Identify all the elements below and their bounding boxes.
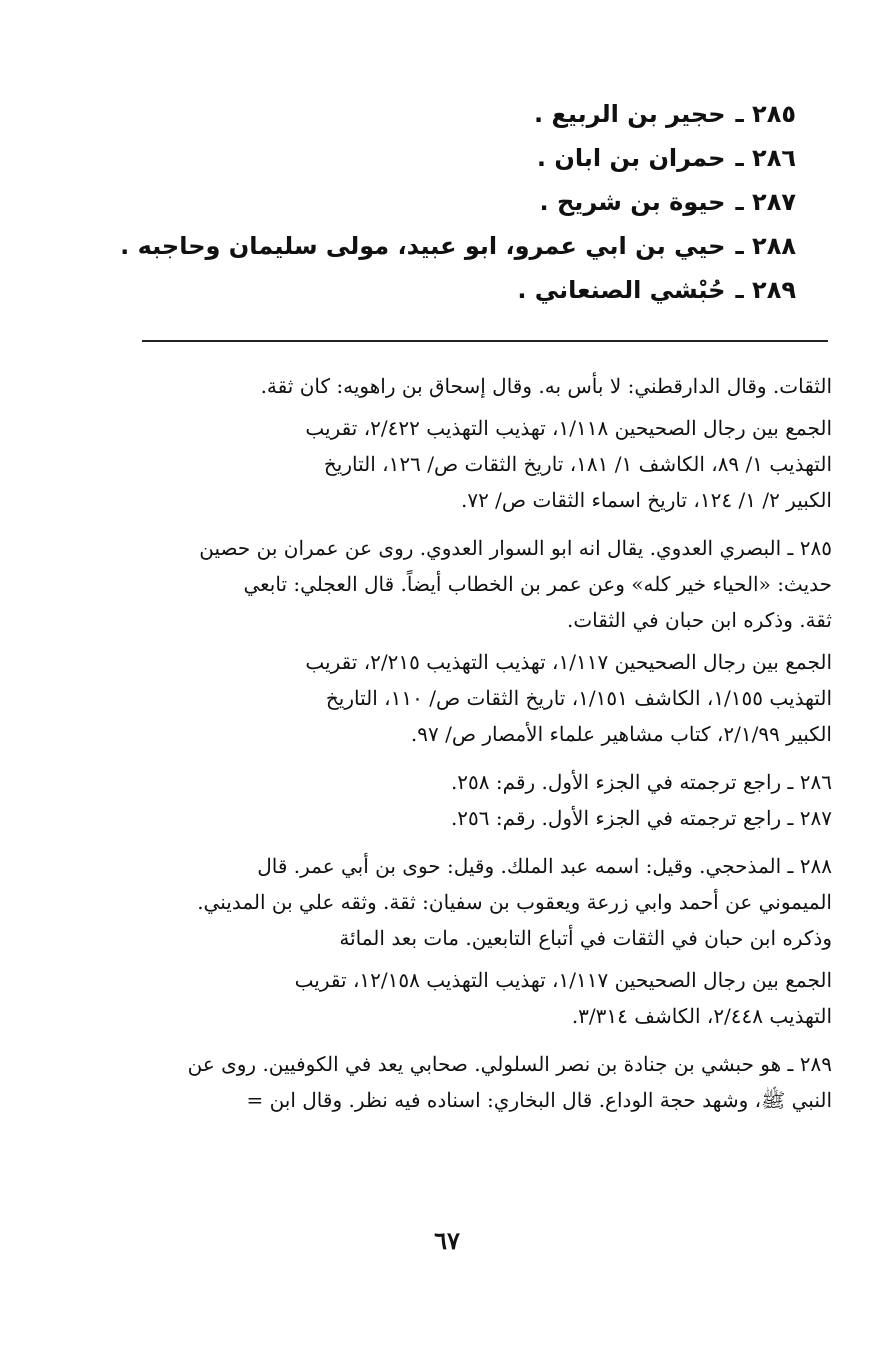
entry-number: ٢٨٨ ـ <box>735 232 796 260</box>
page-number: ٦٧ <box>434 1226 460 1255</box>
footnote-line: التهذيب ٢/٤٤٨، الكاشف ٣/٣١٤. <box>571 1004 832 1028</box>
footnote-288 <box>132 848 832 956</box>
entry-text: حيي بن ابي عمرو، ابو عبيد، مولى سليمان وحاجبه . <box>120 232 726 260</box>
main-entries-list <box>96 92 796 312</box>
footnote-continuation <box>132 368 832 404</box>
footnote-line: الثقات. وقال الدارقطني: لا بأس به. وقال إسحاق بن راهويه: كان ثقة. <box>260 374 832 398</box>
footnote-references <box>132 410 832 518</box>
footnote-line: الجمع بين رجال الصحيحين ١/١١٧، تهذيب التهذيب ٢/٢١٥، تقريب <box>305 650 832 674</box>
footnote-287: ٢٨٧ ـ راجع ترجمته في الجزء الأول. رقم: ٢٥٦. <box>450 806 832 830</box>
entry-number: ٢٨٧ ـ <box>735 188 796 216</box>
entry-number: ٢٨٥ ـ <box>735 100 796 128</box>
entry-number: ٢٨٩ ـ <box>735 276 796 304</box>
footnote-line: الجمع بين رجال الصحيحين ١/١١٨، تهذيب التهذيب ٢/٤٢٢، تقريب <box>305 416 832 440</box>
entry-text: حجير بن الربيع . <box>534 100 726 128</box>
footnote-288-references <box>132 962 832 1034</box>
list-item <box>96 268 796 312</box>
list-item <box>96 180 796 224</box>
footnote-line: ٢٨٩ ـ هو حبشي بن جنادة بن نصر السلولي. صحابي يعد في الكوفيين. روى عن <box>187 1052 832 1076</box>
footnote-line: ٢٨٨ ـ المذحجي. وقيل: اسمه عبد الملك. وقيل: حوى بن أبي عمر. قال <box>257 854 832 878</box>
entry-text: حيوة بن شريح . <box>539 188 726 216</box>
list-item <box>96 224 796 268</box>
footnote-line: ٢٨٥ ـ البصري العدوي. يقال انه ابو السوار العدوي. روى عن عمران بن حصين <box>199 536 832 560</box>
footnote-line: الكبير ٢/ ١/ ١٢٤، تاريخ اسماء الثقات ص/ ٧٢. <box>460 488 832 512</box>
list-item <box>96 92 796 136</box>
footnote-289 <box>132 1046 832 1118</box>
footnote-line: التهذيب ١/ ٨٩، الكاشف ١/ ١٨١، تاريخ الثقات ص/ ١٢٦، التاريخ <box>323 452 832 476</box>
footnotes <box>132 368 832 1118</box>
footnote-line: الميموني عن أحمد وابي زرعة ويعقوب بن سفيان: ثقة. وثقه علي بن المديني. <box>197 890 832 914</box>
entry-number: ٢٨٦ ـ <box>735 144 796 172</box>
footnote-line: ثقة. وذكره ابن حبان في الثقات. <box>567 608 832 632</box>
footnote-divider <box>142 340 828 342</box>
footnote-line: الكبير ٢/١/٩٩، كتاب مشاهير علماء الأمصار ص/ ٩٧. <box>410 722 832 746</box>
footnote-line: الجمع بين رجال الصحيحين ١/١١٧، تهذيب التهذيب ١٢/١٥٨، تقريب <box>294 968 832 992</box>
footnote-285 <box>132 530 832 638</box>
footnote-286: ٢٨٦ ـ راجع ترجمته في الجزء الأول. رقم: ٢٥٨. <box>450 770 832 794</box>
footnote-line: النبي ﷺ، وشهد حجة الوداع. قال البخاري: اسناده فيه نظر. وقال ابن = <box>246 1088 832 1112</box>
footnote-line: التهذيب ١/١٥٥، الكاشف ١/١٥١، تاريخ الثقات ص/ ١١٠، التاريخ <box>325 686 832 710</box>
list-item <box>96 136 796 180</box>
entry-text: حمران بن ابان . <box>536 144 726 172</box>
footnote-line: وذكره ابن حبان في الثقات في أتباع التابعين. مات بعد المائة <box>339 926 832 950</box>
footnote-285-references <box>132 644 832 752</box>
entry-text: حُبْشي الصنعاني . <box>517 276 726 304</box>
footnote-line: حديث: «الحياء خير كله» وعن عمر بن الخطاب أيضاً. قال العجلي: تابعي <box>243 572 832 596</box>
